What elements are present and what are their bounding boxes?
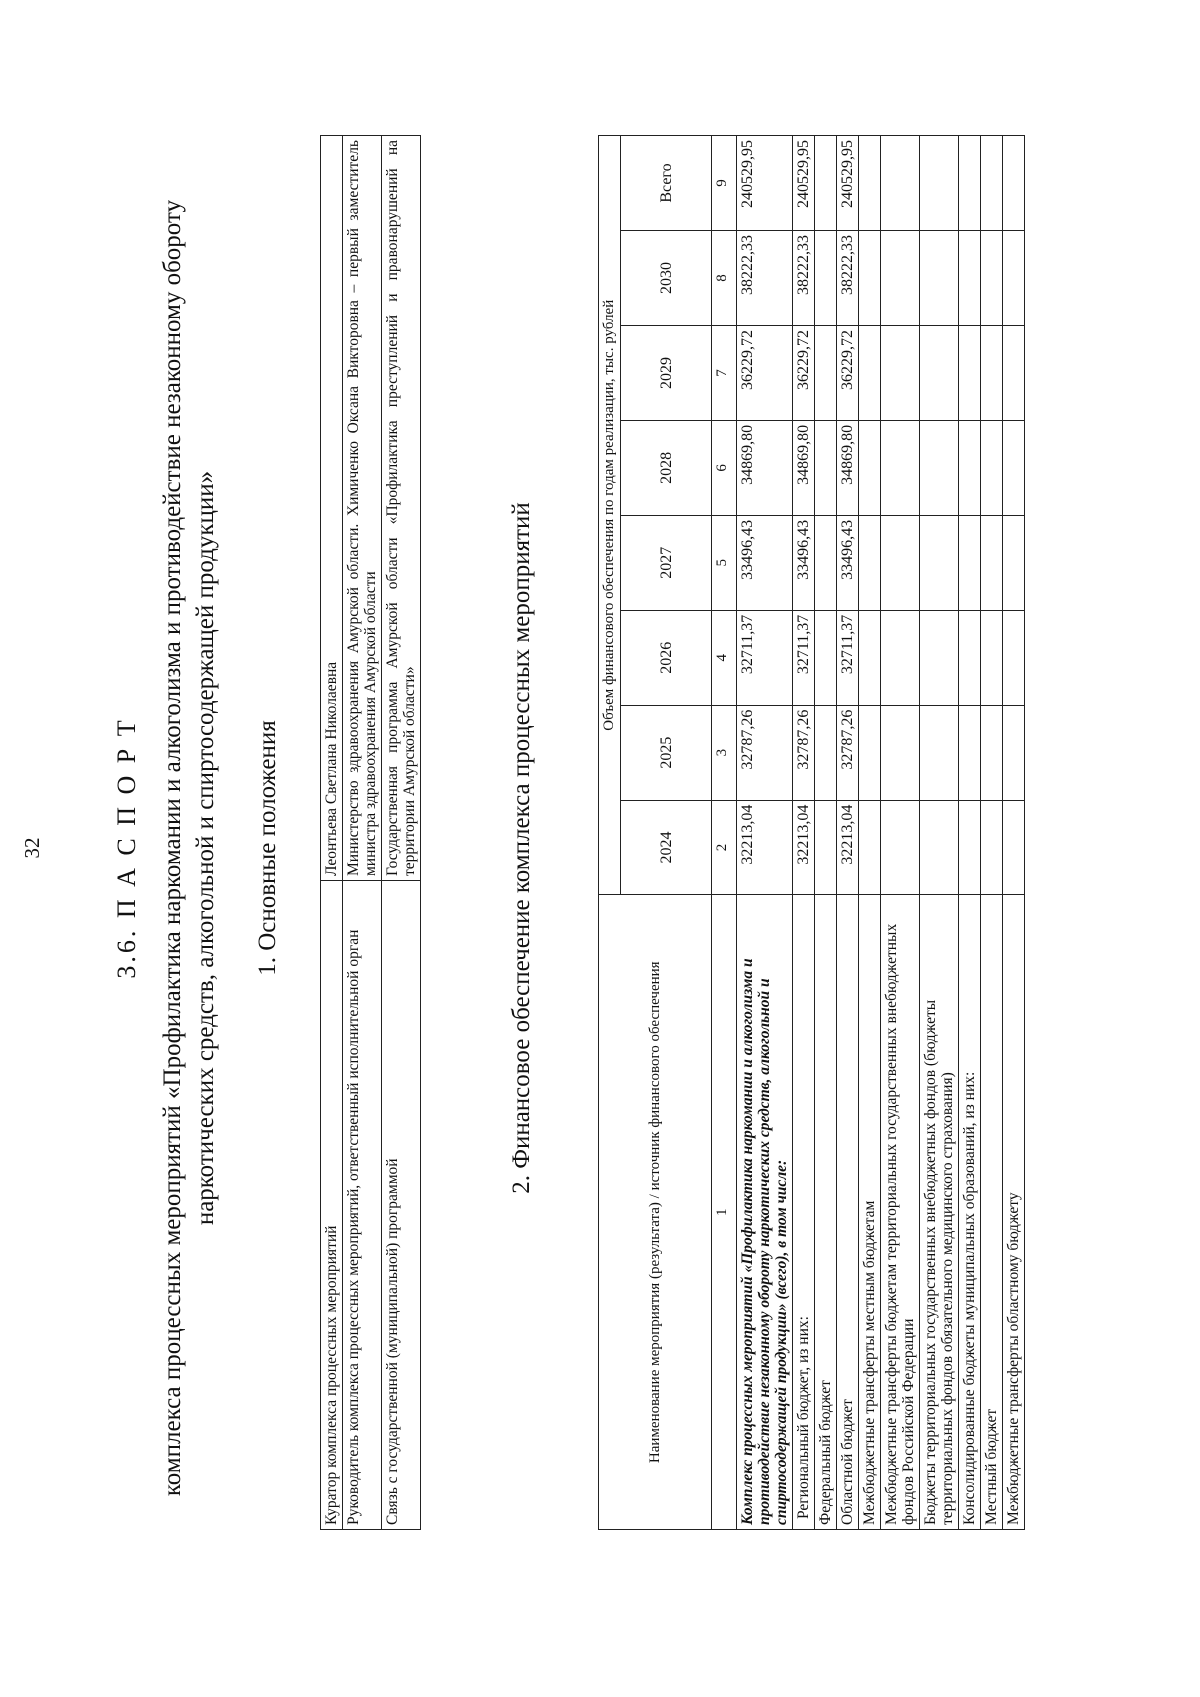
value-cell: 240529,95 [793,136,815,231]
row-name-cell: Бюджеты территориальных государственных внебюджетных фондов (бюджеты территориальных фондов обязательного медицинского страхования) [920,895,959,1530]
row-name-cell: Межбюджетные трансферты бюджетам территориальных государственных внебюджетных фондов Российской Федерации [881,895,920,1530]
value-cell [981,705,1003,800]
value-cell [981,136,1003,231]
value-cell [815,325,837,420]
table-row [343,136,382,1530]
year-header: 2026 [621,610,712,705]
value-cell: 36229,72 [737,325,793,420]
value-cell [959,610,981,705]
value-cell [859,231,881,326]
row-name-cell: Консолидированные бюджеты муниципальных образований, из них: [959,895,981,1530]
value-cell: 32787,26 [837,705,859,800]
value-cell [815,515,837,610]
value-cell [981,325,1003,420]
page-number: 32 [20,837,44,859]
value-cell [881,420,920,515]
value-cell [859,515,881,610]
value-cell [959,136,981,231]
value-cell [859,610,881,705]
financing-table [598,135,1025,1530]
column-number: 3 [712,705,737,800]
value-cell [920,610,959,705]
value-cell [881,800,920,895]
value-cell: Леонтьева Светлана Николаевна [321,136,343,881]
label-cell: Руководитель комплекса процессных мероприятий, ответственный исполнительной орган [343,881,382,1530]
value-cell [1003,231,1025,326]
value-cell: 38222,33 [837,231,859,326]
column-numbers-row [712,136,737,1530]
value-cell [859,800,881,895]
value-cell [920,231,959,326]
value-cell [920,515,959,610]
value-cell [859,705,881,800]
value-cell [1003,136,1025,231]
row-name-cell: Комплекс процессных мероприятий «Профилактика наркомании и алкоголизма и противодействие незаконному обороту наркотических средств, алкогольной и спиртосодержащей продукции» (всего), в том числе: [737,895,793,1530]
document-title: 3.6. П А С П О Р Т [112,717,141,979]
value-cell: 32711,37 [793,610,815,705]
table-row [321,136,343,1530]
section2-heading: 2. Финансовое обеспечение комплекса процессных мероприятий [508,502,535,1194]
value-cell [815,136,837,231]
column-number: 8 [712,231,737,326]
value-cell [959,705,981,800]
header-group-cell: Объем финансового обеспечения по годам реализации, тыс. рублей [599,136,621,896]
label-cell: Куратор комплекса процессных мероприятий [321,881,343,1530]
rotated-page-content [20,28,1160,1668]
value-cell [981,515,1003,610]
value-cell: 34869,80 [837,420,859,515]
row-name-cell: Местный бюджет [981,895,1003,1530]
column-number: 7 [712,325,737,420]
value-cell [815,420,837,515]
table-row [837,136,859,1530]
value-cell [815,705,837,800]
year-header: 2029 [621,325,712,420]
header-name-cell: Наименование мероприятия (результата) / источник финансового обеспечения [599,895,712,1530]
value-cell [1003,515,1025,610]
year-header: 2025 [621,705,712,800]
value-cell [881,325,920,420]
value-cell: 240529,95 [837,136,859,231]
value-cell: 36229,72 [793,325,815,420]
value-cell [920,705,959,800]
table-row [1003,136,1025,1530]
value-cell [981,420,1003,515]
column-number: 9 [712,136,737,231]
value-cell [881,231,920,326]
year-header: 2024 [621,800,712,895]
column-number: 5 [712,515,737,610]
table-row [815,136,837,1530]
value-cell [1003,800,1025,895]
value-cell [1003,420,1025,515]
basic-provisions-table [320,135,421,1530]
value-cell: 33496,43 [837,515,859,610]
row-name-cell: Региональный бюджет, из них: [793,895,815,1530]
value-cell [981,231,1003,326]
column-number: 4 [712,610,737,705]
table-row [981,136,1003,1530]
value-cell: Министерство здравоохранения Амурской области. Химиченко Оксана Викторовна – первый заместитель министра здравоохранения Амурской области [343,136,382,881]
value-cell [815,610,837,705]
value-cell [1003,610,1025,705]
value-cell [1003,325,1025,420]
value-cell [815,800,837,895]
row-name-cell: Межбюджетные трансферты областному бюджету [1003,895,1025,1530]
value-cell [815,231,837,326]
value-cell: 33496,43 [793,515,815,610]
value-cell: 34869,80 [737,420,793,515]
value-cell: 240529,95 [737,136,793,231]
value-cell [1003,705,1025,800]
row-name-cell: Межбюджетные трансферты местным бюджетам [859,895,881,1530]
value-cell [981,610,1003,705]
value-cell: 33496,43 [737,515,793,610]
value-cell [881,136,920,231]
document-subtitle: комплекса процессных мероприятий «Профилактика наркомании и алкоголизма и противодействие незаконному обороту наркотических средств, алкогольной и спиртосодержащей продукции» [159,199,219,1497]
value-cell [920,420,959,515]
value-cell [881,705,920,800]
table-row [920,136,959,1530]
financing-table-body [737,136,1025,1530]
value-cell: Государственная программа Амурской области «Профилактика преступлений и правонарушений на территории Амурской области» [382,136,421,881]
value-cell: 32787,26 [793,705,815,800]
table-row [881,136,920,1530]
year-header: 2028 [621,420,712,515]
value-cell [981,800,1003,895]
value-cell: 36229,72 [837,325,859,420]
value-cell [859,136,881,231]
table-row [793,136,815,1530]
value-cell [881,610,920,705]
value-cell [959,420,981,515]
value-cell: 32711,37 [837,610,859,705]
row-name-cell: Федеральный бюджет [815,895,837,1530]
column-number: 1 [712,895,737,1530]
column-number: 2 [712,800,737,895]
value-cell [959,515,981,610]
value-cell: 32213,04 [837,800,859,895]
label-cell: Связь с государственной (муниципальной) программой [382,881,421,1530]
year-header: 2027 [621,515,712,610]
column-number: 6 [712,420,737,515]
value-cell [959,231,981,326]
row-name-cell: Областной бюджет [837,895,859,1530]
year-header: 2030 [621,231,712,326]
table-row [737,136,793,1530]
value-cell: 32711,37 [737,610,793,705]
value-cell [959,325,981,420]
value-cell [881,515,920,610]
section1-heading: 1. Основные положения [254,720,281,976]
value-cell [959,800,981,895]
value-cell [920,136,959,231]
value-cell: 38222,33 [793,231,815,326]
value-cell [859,420,881,515]
total-header: Всего [621,136,712,231]
value-cell: 32787,26 [737,705,793,800]
value-cell: 34869,80 [793,420,815,515]
header-row [599,136,621,1530]
value-cell [859,325,881,420]
value-cell: 32213,04 [737,800,793,895]
value-cell: 32213,04 [793,800,815,895]
table-row [959,136,981,1530]
value-cell: 38222,33 [737,231,793,326]
table-row [859,136,881,1530]
value-cell [920,325,959,420]
value-cell [920,800,959,895]
table-row [382,136,421,1530]
